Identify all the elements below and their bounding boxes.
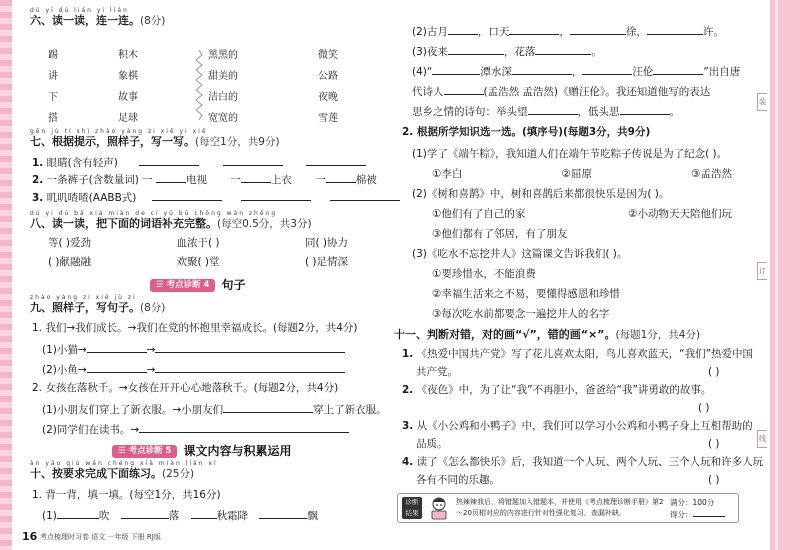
q2-3-option-2[interactable]: ②幸福生活来之不易，要懂得感恩和珍惜: [432, 288, 620, 300]
match-cell[interactable]: 宽宽的: [208, 113, 238, 124]
q9-line-1b: (2)小鱼→ →: [42, 362, 345, 377]
answer-blank[interactable]: [223, 402, 313, 413]
fill-item[interactable]: 血浓于( ): [176, 237, 220, 249]
q2-3: (3)《吃水不忘挖井人》这篇课文告诉我们( )。: [412, 248, 628, 260]
r-line-4: [412, 64, 740, 79]
answer-blank[interactable]: [528, 104, 578, 115]
left-decorative-border: [0, 0, 12, 550]
pinyin: dú yi dú bǎ xià miàn de cí yǔ bǔ chōng wán zhěng: [30, 210, 278, 217]
match-cell[interactable]: 讲: [48, 71, 58, 82]
option[interactable]: ②屈原: [561, 168, 592, 180]
match-cell[interactable]: 下: [48, 92, 58, 103]
answer-blank[interactable]: [121, 508, 169, 519]
answer-blank[interactable]: [444, 84, 484, 95]
answer-blank[interactable]: [259, 508, 307, 519]
item-text: ”出自唐: [703, 66, 741, 78]
item-text: 眼睛(含有轻声): [46, 157, 118, 169]
match-cell[interactable]: 搭: [48, 113, 58, 124]
item-word: 电视: [186, 174, 208, 186]
item-word: 上衣: [270, 174, 292, 186]
q11-item-1: [402, 348, 753, 361]
score-blank[interactable]: [693, 508, 725, 517]
item-word: 吹: [98, 510, 110, 522]
match-cell[interactable]: 积木: [118, 50, 138, 61]
q7-item-2: 2. 一条裤子(含数量词) 一 电视 一 上衣 一 棉被: [32, 174, 377, 186]
q9-line-2b: [42, 422, 349, 437]
match-cell[interactable]: 足球: [118, 113, 138, 124]
q6-header: [30, 7, 165, 28]
answer-blank[interactable]: [223, 155, 283, 166]
item-word: 秋霜降: [216, 510, 249, 522]
pinyin: àn yāo qiú wán chéng xià miàn lián xí: [30, 460, 218, 467]
answer-blank[interactable]: [87, 362, 147, 373]
question-title: 八、读一读，把下面的词语补充完整。: [30, 217, 217, 230]
pinyin: gēn jù tí shì zhào yàng zi xiě yi xiě: [30, 128, 208, 135]
q10-line-1a: [42, 508, 318, 523]
q9-header: [30, 294, 165, 315]
option[interactable]: ①李白: [432, 168, 463, 180]
got-score: 得分：: [670, 508, 725, 520]
q9-line-2: 2. 女孩在落秋千。→女孩在开开心心地落秋千。(每题2分，共4分): [32, 382, 339, 394]
section-title: 句子: [221, 278, 246, 292]
match-row: [48, 50, 358, 71]
item-number: 4.: [402, 456, 414, 468]
answer-blank[interactable]: [156, 172, 186, 183]
match-cell[interactable]: 甜美的: [208, 71, 238, 82]
question-title: 十、按要求完成下面练习。: [30, 467, 162, 480]
answer-blank[interactable]: [509, 24, 559, 35]
q11-item-1b: [416, 366, 746, 379]
item-text: 。: [669, 106, 680, 118]
answer-parens[interactable]: ( ): [698, 402, 710, 414]
fill-item[interactable]: ( )足情深: [304, 256, 348, 268]
item-number: 1.: [32, 157, 44, 169]
item-number: 1.: [402, 348, 414, 360]
answer-blank[interactable]: [155, 342, 345, 353]
item-text: 一条裤子(含数量词) 一: [46, 174, 153, 186]
item-text: 徐，: [625, 26, 647, 38]
option[interactable]: ①他们有了自己的家: [432, 208, 526, 220]
item-text: 共产党。: [416, 366, 458, 378]
answer-blank[interactable]: [139, 422, 349, 433]
answer-blank[interactable]: [139, 155, 199, 166]
section-badge: ☰ 考点诊断 5: [112, 445, 177, 458]
answer-parens[interactable]: ( ): [708, 366, 720, 378]
diagnosis-text: 热辣辣我后，将错题加入错题本，并使用《考点梳理诊断手册》第2～20页相对应的内容进行针对性强化复习，查漏补缺。: [456, 498, 664, 517]
q2-2-options: [432, 208, 732, 221]
item-number: 2.: [32, 174, 44, 186]
q11-item-3: [402, 420, 753, 433]
question-score: (每空1分，共9分): [195, 136, 280, 148]
answer-blank[interactable]: [241, 190, 311, 201]
q2-title: 2. 根据所学知识选一选。(填序号)(每题3分，共9分): [402, 126, 651, 138]
item-text: 汪伦: [632, 66, 654, 78]
r-line-2: [412, 24, 724, 39]
question-score: (每空0.5分，共3分): [217, 218, 312, 230]
r-line-4c: [412, 104, 680, 119]
full-score: 满分：100分: [670, 498, 715, 507]
item-word: 落: [168, 510, 180, 522]
q9-line-1: 1. 我们→我们成长。→我们在党的怀抱里幸福成长。(每题2分，共4分): [32, 322, 358, 334]
q8-row-1: [48, 237, 348, 250]
answer-blank[interactable]: [448, 44, 504, 55]
page-number: 16: [22, 530, 38, 543]
match-cell[interactable]: 故事: [118, 92, 138, 103]
fill-item[interactable]: 等( )爱劲: [48, 237, 92, 249]
answer-blank[interactable]: [326, 172, 356, 183]
section-title: 课文内容与积累运用: [183, 444, 292, 458]
question-score: (25分): [162, 468, 195, 480]
question-title: 九、照样子，写句子。: [30, 301, 140, 314]
footer-text: 考点梳理时习卷 语文 一年级 下册 RJ版: [40, 533, 161, 541]
fill-item[interactable]: 欢聚( )堂: [176, 256, 220, 268]
answer-blank[interactable]: [87, 342, 147, 353]
item-text: ，: [571, 66, 583, 78]
answer-blank[interactable]: [620, 104, 670, 115]
q2-3-option-3[interactable]: ③每次吃水前都要念一遍挖井人的名字: [432, 308, 610, 320]
item-text: 各有不同的乐趣。: [416, 474, 500, 486]
right-binding-strip: [770, 0, 800, 550]
item-text: ，: [559, 26, 570, 38]
answer-blank[interactable]: [570, 24, 626, 35]
q7-header: [30, 128, 280, 149]
diagnosis-result-box: [397, 493, 739, 523]
item-text: (2)同学们在读书。→: [42, 424, 140, 436]
answer-blank[interactable]: [306, 155, 366, 166]
pinyin: zhào yàng zi xiě jù zi: [30, 294, 137, 301]
answer-blank[interactable]: [448, 24, 478, 35]
item-text: 叽叽喳喳(AABB式): [46, 192, 137, 204]
answer-parens[interactable]: ( ): [708, 474, 720, 486]
match-cell[interactable]: 雪莲: [318, 113, 338, 124]
match-cell[interactable]: 象棋: [118, 71, 138, 82]
binding-tab: 线: [757, 430, 767, 448]
answer-blank[interactable]: [512, 64, 572, 75]
item-number: 3.: [402, 420, 414, 432]
question-score: (8分): [140, 15, 166, 27]
item-word: 飘: [307, 510, 318, 522]
item-text: (1)小朋友们穿上了新衣服。→小朋友们: [42, 404, 224, 416]
item-text: 穿上了新衣服。: [313, 404, 387, 416]
q2-1-options: [432, 168, 732, 181]
item-text: (2)古月: [412, 26, 448, 38]
zigzag-divider-icon: [195, 50, 203, 120]
answer-parens[interactable]: ( ): [708, 438, 720, 450]
match-cell[interactable]: 夜晚: [318, 92, 338, 103]
question-score: (8分): [140, 302, 166, 314]
match-cell[interactable]: 微笑: [318, 50, 338, 61]
item-text: 潭水深: [480, 66, 512, 78]
answer-blank[interactable]: [191, 508, 217, 519]
answer-blank[interactable]: [330, 190, 400, 201]
match-row: [48, 92, 358, 113]
q8-header: [30, 210, 312, 231]
q10-line-1: 1. 背一背，填一填。(每空1分，共16分): [32, 489, 221, 501]
match-cell[interactable]: 洁白的: [208, 92, 238, 103]
match-cell[interactable]: 黑黑的: [208, 50, 238, 61]
match-row: [48, 71, 358, 92]
answer-blank[interactable]: [653, 64, 703, 75]
q11-item-4: [402, 456, 763, 469]
item-text: 思乡之情的诗句：举头望: [412, 106, 528, 118]
q9-line-1a: (1)小猫→ →: [42, 342, 345, 357]
match-cell[interactable]: 公路: [318, 71, 338, 82]
q2-3-option-1[interactable]: ①要珍惜水，不能浪费: [432, 268, 536, 280]
item-text: 《热爱中国共产党》写了花儿喜欢太阳，鸟儿喜欢蓝天，“我们”热爱中国: [416, 348, 754, 360]
answer-blank[interactable]: [432, 64, 480, 75]
question-score: (每题1分，共4分): [615, 329, 701, 341]
item-text: (1): [42, 510, 57, 522]
answer-blank[interactable]: [152, 190, 222, 201]
item-text: 品质。: [416, 438, 448, 450]
item-text: ，口天: [477, 26, 510, 38]
fill-item[interactable]: ( )献融融: [48, 256, 92, 268]
item-number: 3.: [32, 192, 44, 204]
binding-tab: 订: [757, 262, 767, 280]
r-line-3: [412, 44, 602, 59]
option[interactable]: ③孟浩然: [691, 168, 732, 180]
q2-2: (2)《树和喜鹊》中，树和喜鹊后来都很快乐是因为( )。: [412, 188, 670, 200]
item-number: 2.: [402, 384, 414, 396]
answer-blank[interactable]: [241, 172, 271, 183]
q11-header: [394, 328, 700, 342]
q7-item-3: [32, 190, 400, 205]
item-text: ，低头思: [577, 106, 620, 118]
section-4-banner: [150, 278, 245, 293]
answer-blank[interactable]: [57, 508, 99, 519]
question-title: 七、根据提示，照样子，写一写。: [30, 135, 195, 148]
q2-2-option-3[interactable]: ③他们都有了邻居，有了朋友: [432, 228, 568, 240]
student-reading-icon: [428, 496, 450, 520]
item-text: (4)“: [412, 66, 433, 78]
item-text: 许。: [702, 26, 724, 38]
r-line-4b: [412, 84, 710, 99]
question-title: 六、读一读，连一连。: [30, 14, 140, 27]
fill-item[interactable]: 同( )协力: [304, 237, 348, 249]
answer-blank[interactable]: [155, 362, 345, 373]
question-title: 十一、判断对错，对的画“√”，错的画“×”。: [394, 328, 616, 341]
q6-match-grid: [48, 50, 358, 134]
pinyin: dú yì dú lián yi lián: [30, 7, 129, 14]
q11-item-4b: [416, 474, 746, 487]
q11-item-2: [402, 384, 747, 397]
item-text: (孟浩然 孟浩然)《赠汪伦》。我还知道他写的表达: [483, 86, 711, 98]
q2-1: (1)学了《端午粽》，我知道人们在端午节吃粽子传说是为了纪念( )。: [412, 148, 728, 160]
section-badge: ☰ 考点诊断 4: [150, 279, 215, 292]
item-text: 。: [591, 46, 602, 58]
answer-blank[interactable]: [535, 44, 591, 55]
q7-item-1: [32, 155, 366, 170]
item-text: 代诗人: [412, 86, 444, 98]
answer-blank[interactable]: [582, 64, 632, 75]
q8-row-2: [48, 256, 348, 269]
diagnosis-label: 诊断 结果: [402, 497, 422, 519]
item-word: 棉被: [355, 174, 377, 186]
item-text: 从《小公鸡和小鸭子》中，我们可以学习小公鸡和小鸭子身上互相帮助的: [416, 420, 753, 432]
match-cell[interactable]: 踢: [48, 50, 58, 61]
item-text: 《夜色》中，为了让“我”不再胆小，爸爸给“我”讲勇敢的故事。: [416, 384, 712, 396]
q11-item-3b: [416, 438, 746, 451]
q9-line-2a: [42, 402, 387, 417]
score-area: [670, 497, 725, 520]
answer-blank[interactable]: [647, 24, 703, 35]
item-text: 读了《怎么都快乐》后，我知道一个人玩、两个人玩、三个人玩和许多人玩: [416, 456, 764, 468]
item-text: (3)夜来: [412, 46, 448, 58]
q10-header: [30, 460, 218, 481]
section-5-banner: [112, 444, 291, 459]
option[interactable]: ②小动物天天陪他们玩: [628, 208, 732, 220]
item-text: (2)小鱼→: [42, 364, 87, 376]
binding-tab: 装: [757, 93, 767, 111]
item-text: ，花落: [503, 46, 536, 58]
item-text: (1)小猫→: [42, 344, 87, 356]
